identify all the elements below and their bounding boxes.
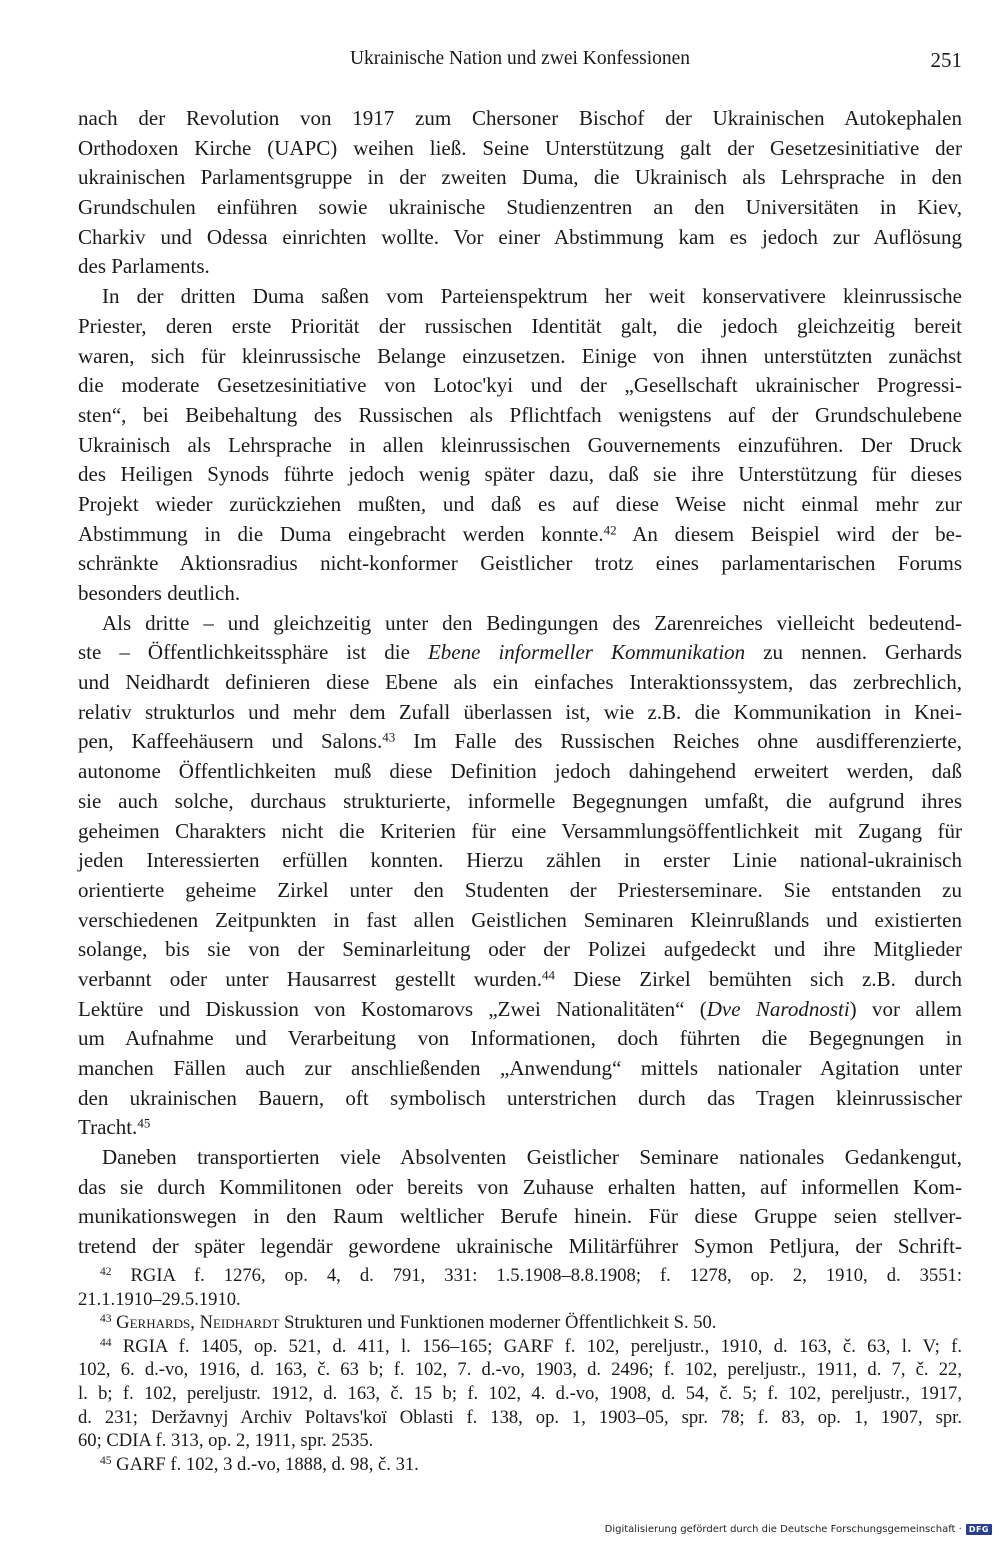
text-run: Lektüre und Diskussion von Kostomarovs „Zwei Nationalitäten“ ( (78, 996, 707, 1021)
text-line: das sie durch Kommilitonen oder bereits von Zuhause erhalten hatten, auf informellen Kom- (78, 1174, 962, 1199)
text-line: ukrainischen Parlamentsgruppe in der zweiten Duma, die Ukrainisch als Lehrsprache in den (78, 165, 962, 190)
footnote-line: 21.1.1910–29.5.1910. (78, 1288, 241, 1310)
text-line: jeden Interessierten erfüllen konnten. Hierzu zählen in erster Linie national-ukrainisch (78, 848, 962, 873)
text-line: Ukrainisch als Lehrsprache in allen kleinrussischen Gouvernements einzuführen. Der Druck (78, 432, 962, 457)
text-run: zu nennen. Gerhards (745, 640, 962, 665)
page-number: 251 (930, 48, 962, 72)
text-run: Diese Zirkel bemühten sich z.B. durch (554, 966, 963, 991)
footnote-line: 102, 6. d.-vo, 1916, d. 163, č. 63 b; f. 102, 7. d.-vo, 1903, d. 2496; f. 102, pereljustr., 1911, d. 7, č. 22, (78, 1359, 962, 1381)
footnote-text: RGIA f. 1405, op. 521, d. 411, l. 156–165; GARF f. 102, pereljustr., 1910, d. 163, č. 63, l. V; f. (111, 1335, 962, 1357)
text-line: waren, sich für kleinrussische Belange einzusetzen. Einige von ihnen unterstützten zunächst (78, 343, 962, 368)
text-run: Im Falle des Russischen Reiches ohne ausdifferenzierte, (395, 729, 962, 754)
text-line: die moderate Gesetzesinitiative von Lotoc'kyi und der „Gesellschaft ukrainischer Progressi- (78, 373, 962, 398)
footnote-number: 43 (100, 1313, 112, 1326)
paragraph-start: Daneben transportierten viele Absolventen Geistlicher Seminare nationales Gedankengut, (102, 1145, 962, 1170)
main-text (78, 104, 962, 1262)
footnote-number: 44 (100, 1337, 112, 1350)
running-header (78, 48, 962, 78)
text-line: relativ strukturlos und mehr dem Zufall überlassen ist, wie z.B. die Kommunikation in Knei- (78, 699, 962, 724)
text-line (78, 995, 962, 1025)
text-line (78, 638, 962, 668)
footnote-ref-44[interactable]: 44 (541, 967, 555, 983)
footnote-ref-45[interactable]: 45 (137, 1115, 151, 1131)
text-line: des Parlaments. (78, 254, 210, 279)
text-run: Tracht. (78, 1115, 138, 1140)
text-run: pen, Kaffeehäusern und Salons. (78, 729, 383, 754)
text-line: autonome Öffentlichkeiten muß diese Definition jedoch dahingehend erweitert werden, daß (78, 759, 962, 784)
text-run: ) vor allem (849, 996, 962, 1021)
footnote-number: 45 (100, 1454, 112, 1467)
text-line (78, 727, 962, 757)
text-line: nach der Revolution von 1917 zum Chersoner Bischof der Ukrainischen Autokephalen (78, 106, 962, 130)
footnote-text: GARF f. 102, 3 d.-vo, 1888, d. 98, č. 31. (111, 1453, 419, 1475)
text-line (78, 520, 962, 550)
digitization-notice (605, 1524, 992, 1535)
text-line: Projekt wieder zurückziehen mußten, und daß es auf diese Weise nicht einmal mehr zur (78, 491, 962, 516)
footnote-42 (78, 1264, 962, 1288)
text-line: Priester, deren erste Priorität der russischen Identität galt, die jedoch gleichzeitig bereit (78, 313, 962, 338)
text-line: munikationswegen in den Raum weltlicher Berufe hinein. Für diese Gruppe seien stellver- (78, 1204, 962, 1229)
dfg-logo: DFG (966, 1524, 992, 1535)
text-run: verbannt oder unter Hausarrest gestellt wurden. (78, 966, 542, 991)
text-line: orientierte geheime Zirkel unter den Studenten der Priesterseminare. Sie entstanden zu (78, 877, 962, 902)
text-line: solange, bis sie von der Seminarleitung oder der Polizei aufgedeckt und ihre Mitglieder (78, 937, 962, 962)
text-line: sie auch solche, durchaus strukturierte, informelle Begegnungen umfaßt, die aufgrund ihres (78, 788, 962, 813)
footnote-44 (78, 1335, 962, 1359)
text-line: verschiedenen Zeitpunkten in fast allen Geistlichen Seminaren Kleinrußlands und existierten (78, 907, 962, 932)
paragraph-start: In der dritten Duma saßen vom Parteienspektrum her weit konservativere kleinrussische (102, 284, 962, 309)
text-line: Grundschulen einführen sowie ukrainische Studienzentren an den Universitäten in Kiev, (78, 195, 962, 220)
notice-text: Digitalisierung gefördert durch die Deutsche Forschungsgemeinschaft · (604, 1524, 962, 1535)
text-line: Charkiv und Odessa einrichten wollte. Vor einer Abstimmung kam es jedoch zur Auflösung (78, 224, 962, 249)
footnote-text: Strukturen und Funktionen moderner Öffentlichkeit S. 50. (279, 1312, 717, 1334)
text-line: Orthodoxen Kirche (UAPC) weihen ließ. Seine Unterstützung galt der Gesetzesinitiative der (78, 135, 962, 160)
footnote-45 (78, 1453, 962, 1477)
paragraph-start: Als dritte – und gleichzeitig unter den Bedingungen des Zarenreiches vielleicht bedeutend- (102, 610, 962, 635)
footnote-text: RGIA f. 1276, op. 4, d. 791, 331: 1.5.1908–8.8.1908; f. 1278, op. 2, 1910, d. 3551: (111, 1265, 962, 1286)
text-line: schränkte Aktionsradius nicht-konformer Geistlicher trotz eines parlamentarischen Forums (78, 551, 962, 576)
text-line: besonders deutlich. (78, 581, 241, 605)
text-line: manchen Fällen auch zur anschließenden „Anwendung“ mittels nationaler Agitation unter (78, 1056, 962, 1080)
text-line: um Aufnahme und Verarbeitung von Informationen, doch führten die Begegnungen in (78, 1026, 962, 1051)
text-run: Abstimmung in die Duma eingebracht werden konnte. (78, 521, 604, 546)
italic-term: Ebene informeller Kommunikation (427, 640, 746, 665)
footnote-ref-42[interactable]: 42 (603, 522, 617, 538)
footnote-line: d. 231; Deržavnyj Archiv Poltavs'koï Oblasti f. 138, op. 1, 1903–05, spr. 78; f. 83, op. 1, 1907, spr. (78, 1406, 962, 1428)
footnotes (78, 1264, 962, 1476)
text-run: An diesem Beispiel wird der be- (616, 521, 962, 546)
text-line: des Heiligen Synods führte jedoch wenig später dazu, daß sie ihre Unterstützung für dieses (78, 462, 962, 487)
text-line (78, 1113, 962, 1143)
footnote-line: 60; CDIA f. 313, op. 2, 1911, spr. 2535. (78, 1430, 374, 1452)
footnote-line: l. b; f. 102, pereljustr. 1912, d. 163, č. 15 b; f. 102, 4. d.-vo, 1908, d. 54, č. 5; f. 102, pereljustr., 1917, (78, 1382, 962, 1404)
text-line: tretend der später legendär gewordene ukrainische Militärführer Symon Petljura, der Schrift- (78, 1234, 962, 1259)
text-line: und Neidhardt definieren diese Ebene als ein einfaches Interaktionssystem, das zerbrechlich, (78, 670, 962, 695)
text-line: den ukrainischen Bauern, oft symbolisch unterstrichen durch das Tragen kleinrussischer (78, 1085, 962, 1110)
text-line: geheimen Charakters nicht die Kriterien für eine Versammlungsöffentlichkeit mit Zugang für (78, 818, 962, 843)
text-run: ste – Öffentlichkeitssphäre ist die (78, 640, 428, 665)
italic-term: Dve Narodnosti (706, 996, 850, 1021)
text-line: sten“, bei Beibehaltung des Russischen als Pflichtfach wenigstens auf der Grundschulebene (78, 402, 962, 427)
footnote-ref-43[interactable]: 43 (382, 729, 396, 745)
footnote-43 (78, 1311, 962, 1335)
footnote-number: 42 (100, 1266, 112, 1279)
running-title: Ukrainische Nation und zwei Konfessionen (349, 48, 691, 69)
author-names: Gerhards, Neidhardt (111, 1312, 280, 1334)
text-line (78, 965, 962, 995)
